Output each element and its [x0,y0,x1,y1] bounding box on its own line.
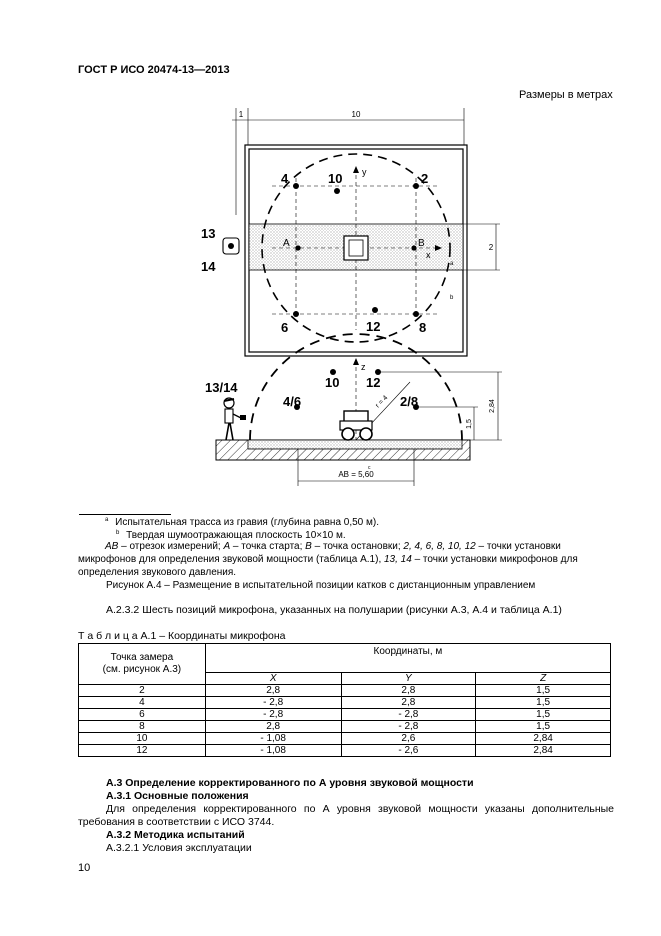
legend-ab-text: – отрезок измерений; [118,541,224,552]
footnote-a-text: Испытательная трасса из гравия (глубина равна 0,50 м). [115,517,380,529]
figure-caption: Рисунок А.4 – Размещение в испытательной позиции катков с дистанционным управлением [106,580,536,591]
legend-a: A [223,541,231,552]
header-z: Z [476,673,611,685]
coordinates-table [78,643,611,757]
dim-label-284: 2,84 [489,399,496,413]
roller-elevation-icon [340,411,372,440]
mic-12-elev-label: 12 [366,375,381,390]
footnote-b-text: Твердая шумоотражающая плоскость 10×10 м. [126,530,346,542]
dimensions-note: Размеры в метрах [519,89,613,101]
dim-label-10: 10 [351,110,361,119]
radius-label: r = 4 [374,394,390,410]
cell-x: 2,8 [205,721,341,733]
microphone-icon [293,183,299,189]
legend-mics2: 13, 14 [384,554,412,565]
gravel-track-section [248,440,462,449]
header-point: Точка замера (см. рисунок А.3) [79,644,206,685]
legend-mics: 2, 4, 6, 8, 10, 12 [403,541,476,552]
point-a-marker [295,245,300,250]
section-a32-title: А.3.2 Методика испытаний [106,829,245,841]
axis-x-label: x [426,250,431,260]
table-row [79,685,611,697]
cell-point: 6 [79,709,206,721]
mic-10 [328,171,342,194]
operator-leg [230,423,233,440]
standard-header: ГОСТ Р ИСО 20474-13—2013 [78,64,230,76]
cell-z: 1,5 [476,721,611,733]
table-row [79,721,611,733]
microphone-icon [334,188,340,194]
microphone-icon [372,307,378,313]
legend-ab: AB [105,541,119,552]
arrow-y-icon [353,166,359,173]
footnote-b-mark: b [116,530,120,536]
mic-label: 10 [328,171,343,186]
axis-y-label: y [362,167,367,177]
cell-y: - 2,8 [341,709,476,721]
microphone-icon [413,311,419,317]
section-a31-title: А.3.1 Основные положения [106,790,249,802]
dim-label-15: 1,5 [466,419,473,429]
cell-x: - 2,8 [205,709,341,721]
roller-drum [342,428,354,440]
cell-z: 1,5 [476,697,611,709]
cell-z: 1,5 [476,685,611,697]
mic-13-label: 13 [201,226,216,241]
section-a31-text: Для определения корректированного по А уровня звуковой мощности указаны дополнительные требования в соответствии с ИСО 3744. [78,803,614,828]
cell-point: 2 [79,685,206,697]
roller-drum [360,428,372,440]
microphone-13-14-dot [228,243,234,249]
mic-label: 8 [419,320,427,335]
point-b-label: B [418,238,425,249]
dim-label-ab: AB = 5,60 [338,470,374,479]
cell-y: 2,8 [341,697,476,709]
mic-10-elev-label: 10 [325,375,340,390]
cell-y: 2,6 [341,733,476,745]
cell-y: 2,8 [341,685,476,697]
dim-label-2: 2 [488,243,494,252]
cell-x: - 1,08 [205,733,341,745]
microphone-icon [413,183,419,189]
microphone-icon [293,311,299,317]
dim-label-1: 1 [238,110,244,119]
cell-point: 12 [79,745,206,757]
note-b-mark: b [450,295,454,301]
operator-body [225,409,233,423]
cell-y: - 2,6 [341,745,476,757]
legend-mics-text: – точки установки микрофонов для определения звуковой мощности (таблица А.1), [78,541,561,565]
point-a-label: A [283,238,290,249]
operator-leg [226,423,229,440]
cell-x: - 1,08 [205,745,341,757]
cell-z: 2,84 [476,733,611,745]
header-y: Y [341,673,476,685]
plan-view [201,108,500,356]
table-title: Т а б л и ц а А.1 – Координаты микрофона [78,630,286,642]
mic-8 [413,311,426,335]
cell-point: 10 [79,733,206,745]
arrow-z-icon [353,358,359,365]
note-a-mark: a [450,261,454,267]
legend-b-text: – точка остановки; [311,541,404,552]
cell-point: 8 [79,721,206,733]
legend-mics2-text: – точки установки микрофонов для определения звукового давления. [78,554,578,578]
remote-control-icon [240,415,246,420]
mic-2-8-label: 2/8 [400,394,419,409]
mic-label: 6 [281,320,289,335]
header-x: X [205,673,341,685]
cell-point: 4 [79,697,206,709]
cell-x: - 2,8 [205,697,341,709]
table-row [79,709,611,721]
legend-b: B [305,541,312,552]
axis-z-label: z [361,362,366,372]
mic-6 [281,311,299,335]
mic-12 [366,307,380,334]
footnote-a-mark: a [105,517,109,523]
mic-4-6-label: 4/6 [283,394,302,409]
mic-label: 12 [366,319,381,334]
elevation-view [205,334,502,486]
mic-14-label: 14 [201,259,216,274]
table-row [79,745,611,757]
cell-y: - 2,8 [341,721,476,733]
cell-z: 1,5 [476,709,611,721]
mic-label: 2 [421,171,429,186]
section-a321-title: А.3.2.1 Условия эксплуатации [106,842,252,854]
operator-icon [224,398,246,440]
figure-legend [78,540,613,579]
point-b-marker [411,245,416,250]
header-coords: Координаты, м [205,644,610,673]
legend-a-text: – точка старта; [230,541,306,552]
cell-z: 2,84 [476,745,611,757]
note-c-mark: c [368,465,371,471]
page-number: 10 [78,862,91,874]
mic-13-14-label: 13/14 [205,380,238,395]
section-a3-title: А.3 Определение корректированного по А уровня звуковой мощности [106,777,474,789]
table-row [79,697,611,709]
table-row [79,733,611,745]
cell-x: 2,8 [205,685,341,697]
mic-label: 4 [281,171,289,186]
paragraph-a232: А.2.3.2 Шесть позиций микрофона, указанных на полушарии (рисунки А.3, А.4 и таблица А.1) [106,604,562,616]
